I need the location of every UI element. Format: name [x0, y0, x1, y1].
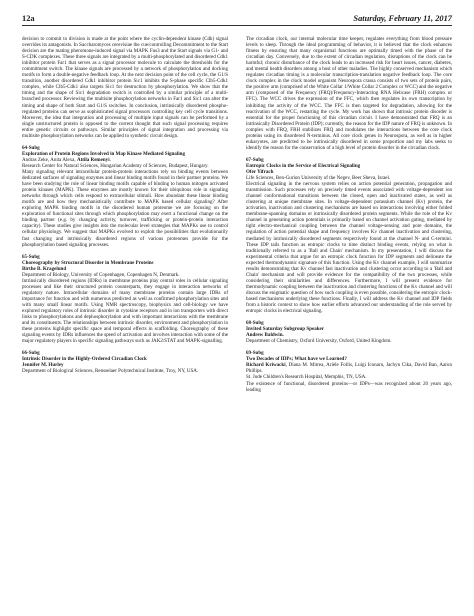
- abstract-69-affiliation: St. Jude Children's Research Hospital, Memphis, TN, USA.: [246, 374, 367, 381]
- right-column: [246, 36, 452, 610]
- abstract-69-id: 69-Subg: [246, 350, 264, 357]
- abstract-64-presenting-author: Attila Remenyi: [76, 156, 110, 163]
- header-rule: [22, 25, 452, 26]
- abstract-66-id: 66-Subg: [22, 350, 40, 357]
- abstract-66-author: Jennifer M. Hurley: [22, 362, 64, 369]
- abstract-64-title: Exploration of Protein Regions Involved in Map Kinase Mediated Signaling: [22, 150, 185, 157]
- abstract-68-id: 68-Subg: [246, 320, 264, 327]
- abstract-64-authors-plain: Andras Zeke, Anita Alexa,: [22, 156, 76, 163]
- abstract-67-id: 67-Subg: [246, 156, 264, 163]
- abstract-68-author: Andrew Baldwin.: [246, 332, 284, 339]
- abstract-67-author: Ofer Yifrach: [246, 168, 274, 175]
- abstract-65-affiliation: Department of Biology, University of Copenhagen, Copenhagen N, Denmark.: [22, 271, 180, 278]
- abstract-68-affiliation: Department of Chemistry, Oxford University, Oxford, United Kingdom.: [246, 338, 392, 345]
- abstract-64-affiliation: Research Center for Natural Sciences, Hungarian Academy of Sciences, Budapest, Hungary.: [22, 162, 209, 169]
- abstract-67-affiliation: Life Sciences, Ben-Gurion University of the Negev, Beer Sheva, Israel.: [246, 175, 391, 182]
- abstract-66-body: The circadian clock, our internal molecular time keeper, regulates everything from blood pressure levels to sleep. Through the ideal programming of behavior, it is believed that the clock enhances fitness by ensuring that many organismal functions are optimally timed with the phase of the circadian day. Conversely, due to the extent of circadian regulation, disruptions of the clock can be harmful; chronic disturbance of the clock leads to an increased risk for heart issues, cancer, diabetes, and mental health disorders among a host of other maladies. The highly conserved mechanism which regulates circadian timing is a molecular transcription-translation negative feedback loop. The core clock complex in the clock model organism Neurospora crassa consists of two sets of protein pairs, the positive arm (comprised of the White Collar 1/White Collar 2 Complex or WCC) and the negative arm (composed of the Frequency (FRQ)/Frequency-Interacting RNA Helicase (FRH) complex or FFC). The WCC drives the expression of the FFC, which then regulates its own transcription by inhibiting the activity of the WCC. The FFC is then targeted for degradation, allowing for the reactivation of the WCC, restarting the cycle. My work has shown that intrinsic protein disorder is essential for the proper functioning of this circadian circuit. I have demonstrated that FRQ is an intrinsically Disordered Protein (IDP); currently, the reason for the IDP nature of FRQ is unknown. In complex with FRQ, FRH stabilizes FRQ and modulates the interactions between the core clock proteins using its disordered N-terminus. All core clock genes in Neurospora, as well as in higher eukaryotes, are predicted to be intrinsically disordered in some proportion and my labs seeks to identify the reason for the conservation of a high level of protein disorder in the circadian clock.: [246, 36, 452, 151]
- abstract-69-presenting-author: Richard Kriwacki: [246, 362, 286, 369]
- two-column-body: [22, 36, 452, 610]
- abstract-65-body: Intrinsically disordered regions (IDRs) in membrane proteins play central roles in cellular signaling processes and like their structured protein counterparts, they engage in interaction networks of regulatory nature. Intracellular domains of many membrane proteins contain large IDRs of importance for function and with numerous predicted as well as confirmed phosphorylation sites and with many small linear motifs. Using NMR spectroscopy, biophysics and cell-biology we have explored regulatory roles of intrinsic disorder in cytokine receptors and in ion transporters with direct links to phosphorylations and dephosphorylation and with important interactions with the membrane and its constituents. The relationships between intrinsic disorder, environment and phosphorylation in these proteins highlight specific space and temporal effects in scaffolding. Choreography of these signaling events by IDRs influences the speed of activation and involves interaction with some of the major regulatory players in specific signaling pathways such as JAK2/STAT and MAPK-signalling.: [22, 277, 228, 345]
- abstract-65-author: Birthe B. Kragelund: [22, 265, 67, 272]
- page-header: [22, 12, 452, 24]
- abstract-66-title: Intrinsic Disorder in the Highly-Ordered Circadian Clock: [22, 356, 147, 363]
- abstract-65-title: Choreography by Structural Disorder in Membrane Proteins: [22, 259, 154, 266]
- issue-date: Saturday, February 11, 2017: [353, 13, 452, 23]
- abstract-64-authors: Andras Zeke, Anita Alexa, Attila Remenyi.: [22, 156, 111, 163]
- abstract-64-id: 64-Subg: [22, 144, 40, 151]
- abstract-66-affiliation: Department of Biological Sciences, Rensselaer Polytechnical Institute, Troy, NY, USA.: [22, 368, 199, 375]
- abstract-67-body: Electrical signaling in the nervous system relies on action potential generation, propagation and transmission. Such processes rely on precisely timed events associated with voltage-dependent ion channel conformational transitions between the closed, open and inactivated states, as well as clustering at unique membrane sites. In voltage-dependent potassium channel (Kv) protein, the activation, inactivation and clustering mechanisms are based on interactions involving either folded membrane-spanning domains or intrinsically disordered protein segments. While the role of the Kv channel in generating action potentials is primarily based on channel activation gating, mediated by tight electro-mechanical coupling between the channel voltage-sensing and pore domains, the regulation of action potential shape and frequency involves Kv channel inactivation and clustering, mediated by intrinsically disordered segments respectively found at the channel N- and C-termini. These IDP tails function as entropic clocks to time distinct binding events, relying on what is traditionally referred to as a 'Ball and Chain' mechanism. In my presentation, I will discuss the experimental criteria that argue for an entropic clock function for IDP segments and delineate the expected thermodynamic signature of this function. Using the Kv channel example, I will summarize results demonstrating that Kv channel fast inactivation and clustering occur according to a 'Ball and Chain' mechanism and will provide evidence for the compatibility of the two processes, while considering their similarities and differences. Furthermore, I will present evidence for thermodynamic coupling between the inactivation and clustering functions of the Kv channel and will discuss the enigmatic question of how such coupling is even possible, considering the entropic clock-based mechanisms underlying these functions. Finally, I will address the Kv channel and IDP fields from a historic context to show how earlier efforts advanced our understanding of the role served by entropic clocks in electrical signaling.: [246, 181, 452, 315]
- abstract-69-authors: [246, 362, 452, 374]
- abstract-69-authors-plain: , Diana M. Mitrea, Arièle Follis, Luigi Iconaru, Jachyn Cika, David Ban, Aaron Phillips.: [246, 362, 452, 375]
- abstract-65-id: 65-Subg: [22, 253, 40, 260]
- page-number: 12a: [22, 13, 35, 23]
- intro-paragraph: decision to commit to division is made at the point where the cyclin-dependent kinase (Cdk) signal overrides its antagonists. In Saccharomyces cerevisiae the cue/controlling Decommitment to the Start decision are the mating pheromone-induced signal via MAPK Fus3 and the Start signals via G1- and S-CDK complexes. These three signals are integrated by a multi-phosphorylated and disordered Cdk1 inhibitor protein Far1 that serves as a signal processor molecule to calculate the thresholds for the commitment switch. The kinase signals are processed by a network of phosphorylation and docking motifs to form a double-negative feedback loop. At the next decision point of the cell cycle, the G1/S transition, another disordered Cdk1 inhibitor protein Sic1 inhibits the S-phase specific Clb5-Cdk1 complex, while Clb5-Cdk1 also targets Sic1 for destruction by phosphorylation. We show that the timing and the shape of Sic1 degradation switch is controlled by a similar principle of a multi-branched processor. Reviewing the multisite phosphorylation networks in Far1 and Sic1 can alter the timing and shape of both Start and G1/S switches. In conclusion, intrinsically disordered phospho-regulated proteins can serve as sophisticated signal processors controlling key cell cycle transitions. Moreover, the idea that integration and processing of multiple input signals can be performed by a single unstructured protein is opposed to the current thought that such signal processing requires entire genetic circuits or pathways. Similar principles of signal integration and processing via multisite phosphorylation networks can be applied to synthetic circuit design.: [22, 36, 228, 139]
- abstract-69-body: The existence of functional, disordered proteins—or IDPs—was recognized about 20 years ago, leading: [246, 380, 452, 393]
- abstract-68-title: Invited Saturday Subgroup Speaker: [246, 326, 325, 333]
- abstract-69-title: Two Decades of IDPs; What have we Learned?: [246, 356, 347, 363]
- left-column: [22, 36, 228, 610]
- abstract-64-body: Many signaling relevant intracellular protein-protein interactions rely on binding events between dedicated surfaces of signaling enzymes and linear binding motifs found in their partner proteins. We have been studying the role of linear binding motifs capable of binding to human mitogen activated protein kinases (MAPK). These enzymes are mostly known for their ubiquitous role in signaling networks through which cells respond to extracellular stimuli. How abundant these linear binding motifs are and how they mechanistically contribute to MAPK based cellular signaling? After exploring MAPK binding motifs in the disordered human proteome we are focusing on the exploration of functional sites through which phosphorylation may exert a functional change on the binding partner (e.g. by changing activity, turnover, trafficking or protein-protein interaction capacity). These studies give insights into the molecular level strategies that MAPKs use to control cellular physiology. We suggest that MAPKs evolved to exploit the possibilities that evolutionarily fast changing and intrinsically disordered regions of various proteomes provide for the phosphorylation based signaling processes.: [22, 168, 228, 248]
- abstract-67-title: Entropic Clocks in the Service of Electrical Signaling: [246, 162, 361, 169]
